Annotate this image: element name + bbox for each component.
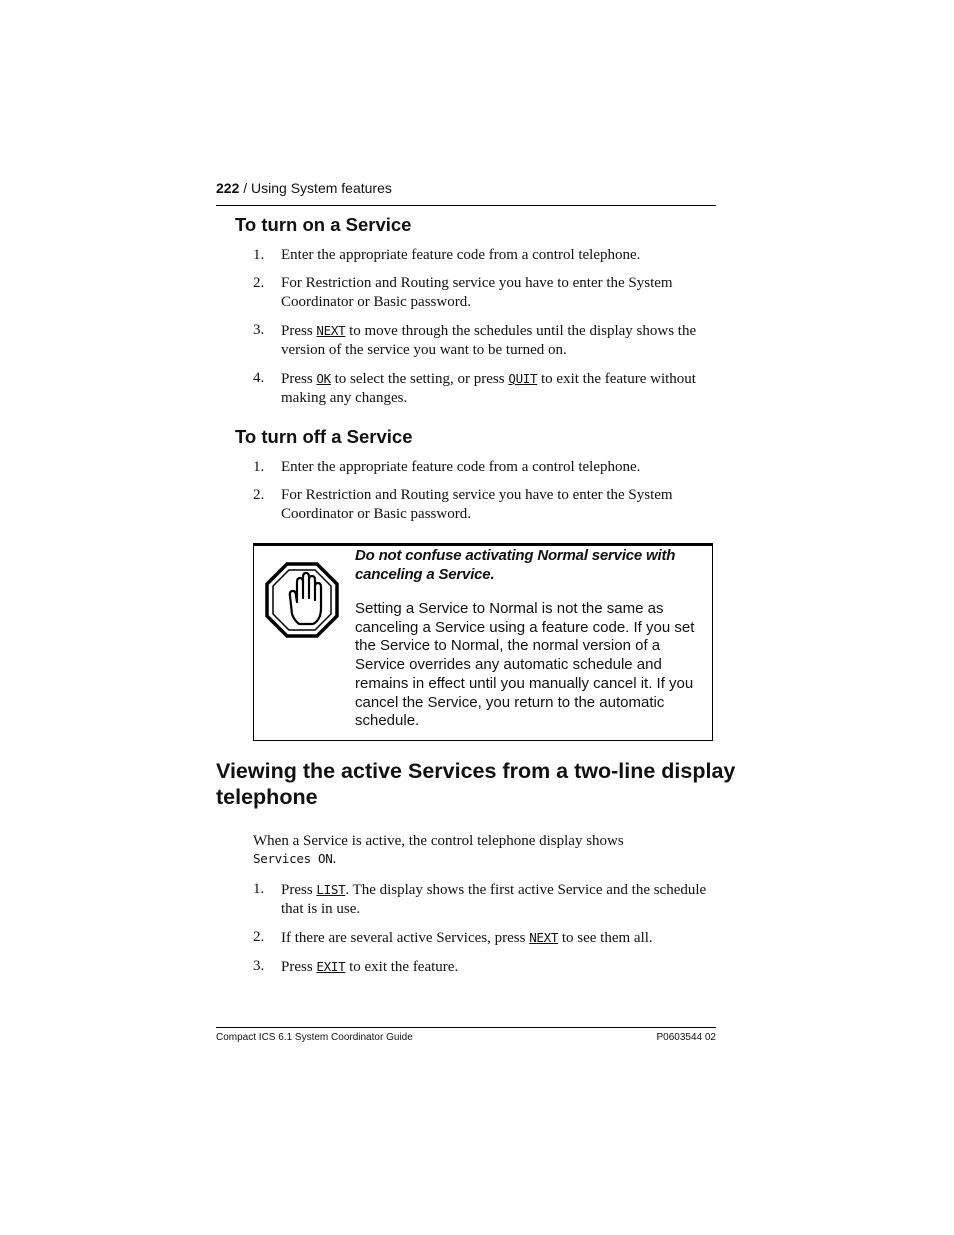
turn-off-steps bbox=[253, 458, 723, 533]
list-item: 2. For Restriction and Routing service you have to enter the System Coordinator or Basic password. bbox=[253, 275, 673, 310]
list-item: 3. Press EXIT to exit the feature. bbox=[253, 958, 459, 975]
list-item: 1. Enter the appropriate feature code from a control telephone. bbox=[253, 247, 641, 263]
list-item: 1. Enter the appropriate feature code from a control telephone. bbox=[253, 459, 641, 475]
caution-body: Setting a Service to Normal is not the same as canceling a Service using a feature code. If you set the Service to Normal, the normal version of a Service overrides any automatic schedule and remains in effect until you manually cancel it. If you cancel the Service, you return to the automatic schedule. bbox=[355, 600, 695, 730]
next-key: NEXT bbox=[316, 323, 346, 338]
list-item: 1. Press LIST. The display shows the first active Service and the schedule that is in use. bbox=[253, 881, 707, 917]
ok-key: OK bbox=[316, 371, 331, 386]
list-item: 4. Press OK to select the setting, or press QUIT to exit the feature without making any changes. bbox=[253, 370, 696, 406]
header-section-title: / Using System features bbox=[239, 180, 392, 196]
list-item: 2. For Restriction and Routing service you have to enter the System Coordinator or Basic password. bbox=[253, 487, 673, 522]
exit-key: EXIT bbox=[316, 959, 346, 974]
heading-viewing-services: Viewing the active Services from a two-line display telephone bbox=[216, 759, 736, 809]
caution-title: Do not confuse activating Normal service with canceling a Service. bbox=[355, 547, 676, 583]
next-key: NEXT bbox=[529, 930, 559, 945]
heading-turn-off: To turn off a Service bbox=[235, 426, 413, 447]
stop-hand-icon bbox=[265, 562, 339, 640]
page-footer bbox=[216, 1027, 716, 1043]
heading-turn-on: To turn on a Service bbox=[235, 214, 412, 235]
running-header bbox=[216, 180, 716, 206]
turn-on-steps bbox=[253, 246, 723, 417]
footer-doc-number: P0603544 02 bbox=[656, 1032, 716, 1043]
quit-key: QUIT bbox=[508, 371, 538, 386]
display-text: Services ON bbox=[253, 851, 333, 866]
list-item: 3. Press NEXT to move through the schedules until the display shows the version of the service you want to be turned on. bbox=[253, 322, 697, 358]
intro-paragraph: When a Service is active, the control telephone display shows Services ON. bbox=[253, 833, 624, 867]
list-item: 2. If there are several active Services, press NEXT to see them all. bbox=[253, 929, 653, 946]
caution-box bbox=[253, 543, 713, 741]
viewing-steps bbox=[253, 880, 723, 986]
page-number: 222 bbox=[216, 180, 240, 196]
list-key: LIST bbox=[316, 882, 346, 897]
footer-guide-title: Compact ICS 6.1 System Coordinator Guide bbox=[216, 1032, 413, 1043]
